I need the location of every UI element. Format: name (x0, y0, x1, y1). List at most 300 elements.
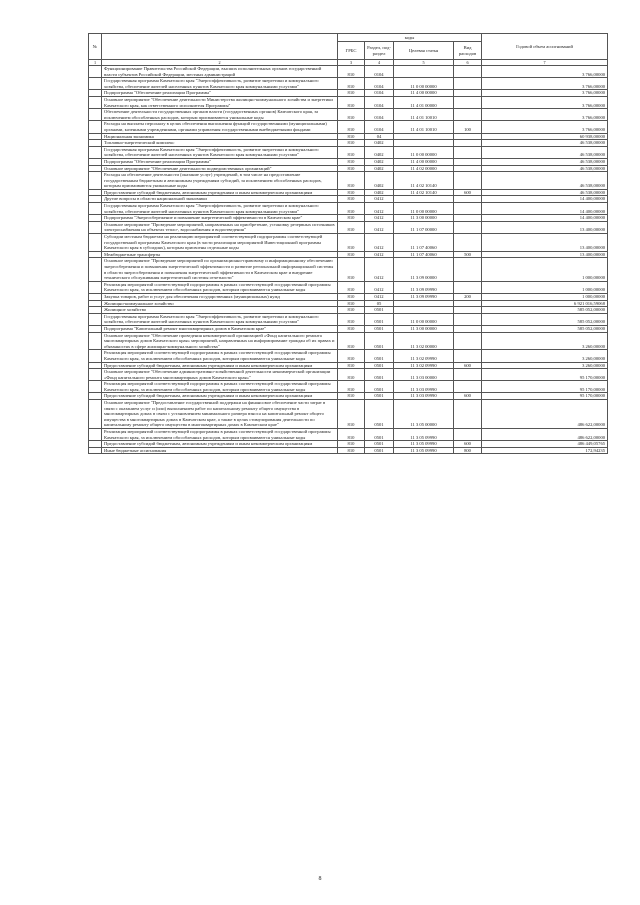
header-name (102, 34, 338, 60)
row-number (89, 234, 102, 252)
row-type (454, 332, 482, 350)
row-target: 11 3 05 00000 (394, 400, 454, 429)
table-row (89, 332, 608, 350)
table-row (89, 281, 608, 293)
row-name: Топливно-энергетический комплекс (102, 140, 338, 147)
row-type (454, 258, 482, 281)
row-name: Государственная программа Камчатского края "Энергоэффективность, развитие энергетики и коммунального хозяйства, обеспечение жителей населенных пунктов Камчатского края коммунальными услугами" (102, 78, 338, 90)
row-target (394, 133, 454, 140)
row-type (454, 146, 482, 158)
row-grbs: 810 (338, 203, 365, 215)
row-number (89, 441, 102, 448)
header-amount: Годовой объем ассигнований (482, 34, 608, 60)
row-number (89, 221, 102, 233)
row-grbs: 810 (338, 66, 365, 78)
row-number (89, 332, 102, 350)
row-amount: 1 000,00000 (482, 293, 608, 300)
row-grbs: 810 (338, 447, 365, 454)
row-amount: 172,94235 (482, 447, 608, 454)
row-amount: 46 538,00000 (482, 158, 608, 165)
row-type (454, 203, 482, 215)
table-row (89, 369, 608, 381)
row-grbs: 810 (338, 146, 365, 158)
row-type: 500 (454, 251, 482, 258)
row-number (89, 189, 102, 196)
row-type (454, 350, 482, 362)
row-section: 0412 (365, 258, 394, 281)
row-amount: 14 400,00000 (482, 215, 608, 222)
row-amount: 14 400,00000 (482, 203, 608, 215)
header-type: Вид расходов (454, 42, 482, 60)
row-section: 0501 (365, 400, 394, 429)
row-amount: 95 170,00000 (482, 393, 608, 400)
row-name: Иные бюджетные ассигнования (102, 447, 338, 454)
row-section: 0104 (365, 66, 394, 78)
row-type (454, 196, 482, 203)
row-target (394, 300, 454, 307)
row-grbs: 810 (338, 281, 365, 293)
row-grbs: 810 (338, 300, 365, 307)
column-number: 6 (454, 60, 482, 66)
row-target: 11 4 00 00000 (394, 158, 454, 165)
row-target: 11 3 00 00000 (394, 215, 454, 222)
row-amount: 3 766,00000 (482, 66, 608, 78)
row-name: Основное мероприятие "Обеспечение деятельности подведомственных организаций" (102, 165, 338, 172)
row-target: 11 3 02 09990 (394, 350, 454, 362)
row-target: 11 1 07 40060 (394, 251, 454, 258)
row-grbs: 810 (338, 234, 365, 252)
row-name: Функционирование Правительства Российской Федерации, высших исполнительных органов государственной власти субъектов Российской Федерации, местных администраций (102, 66, 338, 78)
row-section: 04 (365, 133, 394, 140)
row-section: 0104 (365, 90, 394, 97)
row-grbs: 810 (338, 393, 365, 400)
row-number (89, 90, 102, 97)
row-section: 05 (365, 300, 394, 307)
row-amount: 585 052,00000 (482, 307, 608, 314)
row-grbs: 810 (338, 293, 365, 300)
row-amount: 6 921 016,59068 (482, 300, 608, 307)
column-number: 4 (365, 60, 394, 66)
column-number: 3 (338, 60, 365, 66)
row-amount: 46 538,00000 (482, 146, 608, 158)
row-grbs: 810 (338, 90, 365, 97)
row-number (89, 447, 102, 454)
row-amount: 3 260,00000 (482, 332, 608, 350)
row-section: 0402 (365, 165, 394, 172)
row-grbs: 810 (338, 78, 365, 90)
row-section: 0402 (365, 189, 394, 196)
row-name: Подпрограмма "Обеспечение реализации Программы" (102, 90, 338, 97)
row-target: 11 0 00 00000 (394, 313, 454, 325)
row-type: 600 (454, 441, 482, 448)
row-target (394, 66, 454, 78)
table-row (89, 362, 608, 369)
row-amount: 95 170,00000 (482, 381, 608, 393)
row-grbs: 810 (338, 381, 365, 393)
row-target: 11 0 00 00000 (394, 146, 454, 158)
row-type (454, 133, 482, 140)
row-grbs: 810 (338, 313, 365, 325)
row-name: Расходы на обеспечение деятельности (оказание услуг) учреждений, в том числе на предоставление государственным бюджетным и автономным учреждениям субсидий, за исключением обособленных расходов, которым присваиваются уникальные коды (102, 172, 338, 190)
row-grbs: 810 (338, 441, 365, 448)
row-name: Основное мероприятие "Обеспечение проведения некоммерческой организацией «Фонд капитального ремонта многоквартирных домов Камчатского края» мероприятий, направленных на информирование граждан об их правах и обязанностях в сфере жилищно-коммунального хозяйства" (102, 332, 338, 350)
column-number: 5 (394, 60, 454, 66)
row-type: 100 (454, 121, 482, 133)
row-name: Государственная программа Камчатского края "Энергоэффективность, развитие энергетики и коммунального хозяйства, обеспечение жителей населенных пунктов Камчатского края коммунальными услугами" (102, 203, 338, 215)
table-row (89, 172, 608, 190)
row-section: 0501 (365, 441, 394, 448)
row-type: 600 (454, 393, 482, 400)
row-grbs: 810 (338, 158, 365, 165)
row-section: 0501 (365, 307, 394, 314)
row-number (89, 158, 102, 165)
table-row (89, 441, 608, 448)
table-row (89, 165, 608, 172)
row-number (89, 140, 102, 147)
table-row (89, 196, 608, 203)
row-section: 0501 (365, 325, 394, 332)
row-amount: 46 538,00000 (482, 140, 608, 147)
row-target: 11 3 00 00000 (394, 325, 454, 332)
row-amount: 46 538,00000 (482, 165, 608, 172)
row-number (89, 66, 102, 78)
table-row (89, 393, 608, 400)
row-number (89, 325, 102, 332)
row-number (89, 300, 102, 307)
row-section: 0104 (365, 121, 394, 133)
row-amount: 3 260,00000 (482, 350, 608, 362)
row-section: 0104 (365, 109, 394, 121)
row-grbs: 810 (338, 140, 365, 147)
row-target: 11 1 07 00000 (394, 221, 454, 233)
table-row (89, 90, 608, 97)
row-number (89, 109, 102, 121)
row-target: 11 3 05 09990 (394, 447, 454, 454)
row-name: Реализация мероприятий соответствующей подпрограммы в рамках соответствующей государственной программы Камчатского края, за исключением обособленных расходов, которым присваиваются уникальные коды (102, 381, 338, 393)
table-row (89, 300, 608, 307)
header-section: Раздел, под-раздел (365, 42, 394, 60)
row-section: 0501 (365, 381, 394, 393)
row-type (454, 221, 482, 233)
row-amount: 486 449,05765 (482, 441, 608, 448)
row-section: 0402 (365, 140, 394, 147)
row-grbs: 810 (338, 133, 365, 140)
row-amount: 3 766,00000 (482, 96, 608, 108)
row-grbs: 810 (338, 307, 365, 314)
row-target: 11 3 02 00000 (394, 332, 454, 350)
column-number: 1 (89, 60, 102, 66)
row-name: Государственная программа Камчатского края "Энергоэффективность, развитие энергетики и коммунального хозяйства, обеспечение жителей населенных пунктов Камчатского края коммунальными услугами" (102, 313, 338, 325)
row-type: 200 (454, 293, 482, 300)
row-type (454, 234, 482, 252)
row-type (454, 381, 482, 393)
row-name: Подпрограмма "Капитальный ремонт многоквартирных домов в Камчатском крае" (102, 325, 338, 332)
row-grbs: 810 (338, 172, 365, 190)
row-target (394, 140, 454, 147)
row-number (89, 313, 102, 325)
row-section: 0402 (365, 146, 394, 158)
row-type (454, 172, 482, 190)
row-target: 11 3 03 09990 (394, 381, 454, 393)
row-type (454, 369, 482, 381)
row-target: 11 3 03 09990 (394, 393, 454, 400)
row-section: 0412 (365, 215, 394, 222)
table-row (89, 78, 608, 90)
row-target: 11 4 02 10140 (394, 172, 454, 190)
row-section: 0412 (365, 234, 394, 252)
row-grbs: 810 (338, 109, 365, 121)
row-amount: 3 766,00000 (482, 121, 608, 133)
row-type (454, 109, 482, 121)
row-grbs: 810 (338, 429, 365, 441)
row-section: 0412 (365, 293, 394, 300)
row-number (89, 146, 102, 158)
table-row (89, 429, 608, 441)
row-number (89, 96, 102, 108)
row-name: Национальная экономика (102, 133, 338, 140)
table-row (89, 293, 608, 300)
table-row (89, 234, 608, 252)
row-grbs: 810 (338, 350, 365, 362)
row-number (89, 429, 102, 441)
table-row (89, 121, 608, 133)
row-amount: 585 052,00000 (482, 325, 608, 332)
row-name: Предоставление субсидий бюджетным, автономным учреждениям и иным некоммерческим организациям (102, 362, 338, 369)
row-grbs: 810 (338, 165, 365, 172)
row-type (454, 96, 482, 108)
row-number (89, 172, 102, 190)
row-number (89, 362, 102, 369)
row-name: Основное мероприятие "Проведение мероприятий по организационно-правовому и информационному обеспечению энергосбережения и повышения энергетической эффективности и развитие региональной информационной системы в области энергосбережения и повышения энергетической эффективности в Камчатском крае и внедрение технического обслуживания энергетической системы отчетности" (102, 258, 338, 281)
table-row (89, 189, 608, 196)
row-name: Подпрограмма "Энергосбережение и повышение энергетической эффективности в Камчатском крае" (102, 215, 338, 222)
table-row (89, 307, 608, 314)
row-amount: 3 766,00000 (482, 78, 608, 90)
row-type (454, 307, 482, 314)
table-body (89, 66, 608, 454)
row-number (89, 293, 102, 300)
table-header (89, 34, 608, 66)
row-number (89, 121, 102, 133)
table-row (89, 258, 608, 281)
row-target (394, 196, 454, 203)
row-target: 11 4 00 00000 (394, 90, 454, 97)
row-amount: 1 000,00000 (482, 258, 608, 281)
row-type: 600 (454, 362, 482, 369)
row-name: Межбюджетные трансферты (102, 251, 338, 258)
row-name: Основное мероприятие "Проведение мероприятий, направленных на приобретение, установку резервных источников электроснабжения на объектах тепло-, водоснабжения и водоотведения" (102, 221, 338, 233)
row-amount: 585 052,00000 (482, 313, 608, 325)
row-target: 11 3 09 09990 (394, 293, 454, 300)
row-grbs: 810 (338, 121, 365, 133)
row-name: Государственная программа Камчатского края "Энергоэффективность, развитие энергетики и коммунального хозяйства, обеспечение жителей населенных пунктов Камчатского края коммунальными услугами" (102, 146, 338, 158)
row-section: 0412 (365, 196, 394, 203)
row-name: Основное мероприятие "Предоставление государственной поддержки на финансовое обеспечение части затрат в связи с оказанием услуг и (или) выполнением работ по капитальному ремонту общего имущества в многоквартирных домах в связи с установлением минимального размера взноса на капитальный ремонт общего имущества в многоквартирных домах в Камчатском крае, а также в целях стимулирования деятельности по капитальному ремонту общего имущества в многоквартирных домах в Камчатском крае" (102, 400, 338, 429)
row-name: Другие вопросы в области национальной экономики (102, 196, 338, 203)
row-name: Обеспечение деятельности государственных органов власти (государственных органов) Камчатского края, за исключением обособленных расходов, которым присваиваются уникальные коды (102, 109, 338, 121)
table-row (89, 133, 608, 140)
table-row (89, 447, 608, 454)
table-row (89, 215, 608, 222)
row-name: Реализация мероприятий соответствующей подпрограммы в рамках соответствующей государственной программы Камчатского края, за исключением обособленных расходов, которым присваиваются уникальные коды (102, 429, 338, 441)
row-section: 0402 (365, 172, 394, 190)
row-grbs: 810 (338, 189, 365, 196)
row-target: 11 4 02 10140 (394, 189, 454, 196)
row-section: 0501 (365, 313, 394, 325)
row-amount: 3 260,00000 (482, 362, 608, 369)
row-amount: 60 938,00000 (482, 133, 608, 140)
row-type (454, 66, 482, 78)
row-target: 11 0 00 00000 (394, 78, 454, 90)
row-name: Жилищное хозяйство (102, 307, 338, 314)
row-target: 11 4 01 10010 (394, 121, 454, 133)
row-type (454, 400, 482, 429)
row-name: Жилищно-коммунальное хозяйство (102, 300, 338, 307)
row-grbs: 810 (338, 362, 365, 369)
row-name: Подпрограмма "Обеспечение реализации Программы" (102, 158, 338, 165)
row-name: Субсидии местным бюджетам на реализацию мероприятий соответствующей подпрограммы соответствующей государственной программы Камчатского края (в части реализации мероприятий Инвестиционной программы Камчатского края в субсидиях), которым присвоены отдельные коды (102, 234, 338, 252)
row-section: 0412 (365, 221, 394, 233)
table-row (89, 325, 608, 332)
row-target: 11 3 09 09990 (394, 281, 454, 293)
row-number (89, 78, 102, 90)
row-amount: 486 622,00000 (482, 400, 608, 429)
row-target: 11 4 01 10010 (394, 109, 454, 121)
row-name: Предоставление субсидий бюджетным, автономным учреждениям и иным некоммерческим организациям (102, 441, 338, 448)
row-number (89, 196, 102, 203)
row-type (454, 140, 482, 147)
row-number (89, 281, 102, 293)
row-type (454, 300, 482, 307)
row-grbs: 810 (338, 215, 365, 222)
row-name: Основное мероприятие "Обеспечение административно-хозяйственной деятельности некоммерческой организации «Фонд капитального ремонта многоквартирных домов Камчатского края»" (102, 369, 338, 381)
row-section: 0501 (365, 350, 394, 362)
row-section: 0412 (365, 251, 394, 258)
row-number (89, 251, 102, 258)
row-grbs: 810 (338, 258, 365, 281)
header-codes: коды (338, 34, 482, 42)
header-grbs: ГРБС (338, 42, 365, 60)
row-section: 0412 (365, 203, 394, 215)
table-row (89, 313, 608, 325)
row-number (89, 203, 102, 215)
row-target: 11 3 02 09990 (394, 362, 454, 369)
table-row (89, 400, 608, 429)
row-amount: 95 170,00000 (482, 369, 608, 381)
row-grbs: 810 (338, 251, 365, 258)
row-grbs: 810 (338, 369, 365, 381)
table-row (89, 381, 608, 393)
row-type (454, 90, 482, 97)
row-target: 11 3 05 09990 (394, 429, 454, 441)
table-row (89, 350, 608, 362)
table-row (89, 109, 608, 121)
row-type (454, 158, 482, 165)
header-target: Целевая статья (394, 42, 454, 60)
row-type (454, 313, 482, 325)
row-target: 11 1 07 40060 (394, 234, 454, 252)
table-row (89, 66, 608, 78)
row-number (89, 215, 102, 222)
row-target (394, 307, 454, 314)
row-grbs: 810 (338, 332, 365, 350)
row-target: 11 3 03 00000 (394, 369, 454, 381)
table-row (89, 158, 608, 165)
row-grbs: 810 (338, 221, 365, 233)
row-number (89, 393, 102, 400)
row-section: 0501 (365, 429, 394, 441)
row-number (89, 258, 102, 281)
row-number (89, 350, 102, 362)
row-section: 0501 (365, 362, 394, 369)
row-type (454, 281, 482, 293)
row-name: Предоставление субсидий бюджетным, автономным учреждениям и иным некоммерческим организациям (102, 393, 338, 400)
row-number (89, 400, 102, 429)
row-type: 600 (454, 189, 482, 196)
row-amount: 3 766,00000 (482, 90, 608, 97)
row-amount: 13 400,00000 (482, 221, 608, 233)
row-amount: 13 400,00000 (482, 251, 608, 258)
row-target: 11 4 01 00000 (394, 96, 454, 108)
row-type (454, 429, 482, 441)
row-section: 0501 (365, 369, 394, 381)
row-section: 0412 (365, 281, 394, 293)
row-number (89, 307, 102, 314)
row-target: 11 0 00 00000 (394, 203, 454, 215)
budget-table (88, 33, 608, 454)
row-type (454, 325, 482, 332)
row-target: 11 4 02 00000 (394, 165, 454, 172)
row-amount: 13 400,00000 (482, 234, 608, 252)
row-section: 0501 (365, 393, 394, 400)
row-name: Предоставление субсидий бюджетным, автономным учреждениям и иным некоммерческим организациям (102, 189, 338, 196)
row-amount: 14 400,00000 (482, 196, 608, 203)
row-amount: 1 000,00000 (482, 281, 608, 293)
row-grbs: 810 (338, 400, 365, 429)
table-row (89, 221, 608, 233)
row-number (89, 165, 102, 172)
row-grbs: 810 (338, 96, 365, 108)
table-row (89, 140, 608, 147)
row-section: 0402 (365, 158, 394, 165)
row-amount: 3 766,00000 (482, 109, 608, 121)
column-number: 2 (102, 60, 338, 66)
row-amount: 486 622,00000 (482, 429, 608, 441)
row-section: 0104 (365, 78, 394, 90)
row-section: 0104 (365, 96, 394, 108)
table-row (89, 96, 608, 108)
row-grbs: 810 (338, 196, 365, 203)
column-number: 7 (482, 60, 608, 66)
row-section: 0501 (365, 332, 394, 350)
row-type (454, 165, 482, 172)
table-row (89, 251, 608, 258)
row-name: Основное мероприятие "Обеспечение деятельности Министерства жилищно-коммунального хозяйства и энергетики Камчатского края, как ответственного исполнителя Программы" (102, 96, 338, 108)
header-number: № (89, 34, 102, 60)
row-type (454, 215, 482, 222)
row-name: Реализация мероприятий соответствующей подпрограммы в рамках соответствующей государственной программы Камчатского края, за исключением обособленных расходов, которым присваиваются уникальные коды (102, 281, 338, 293)
row-name: Закупка товаров, работ и услуг для обеспечения государственных (муниципальных) нужд (102, 293, 338, 300)
row-type (454, 78, 482, 90)
table-row (89, 203, 608, 215)
table-row (89, 146, 608, 158)
row-target: 11 3 09 00000 (394, 258, 454, 281)
row-type: 800 (454, 447, 482, 454)
row-grbs: 810 (338, 325, 365, 332)
row-name: Реализация мероприятий соответствующей подпрограммы в рамках соответствующей государственной программы Камчатского края, за исключением обособленных расходов, которым присваиваются уникальные коды (102, 350, 338, 362)
row-number (89, 381, 102, 393)
row-target: 11 3 05 09990 (394, 441, 454, 448)
